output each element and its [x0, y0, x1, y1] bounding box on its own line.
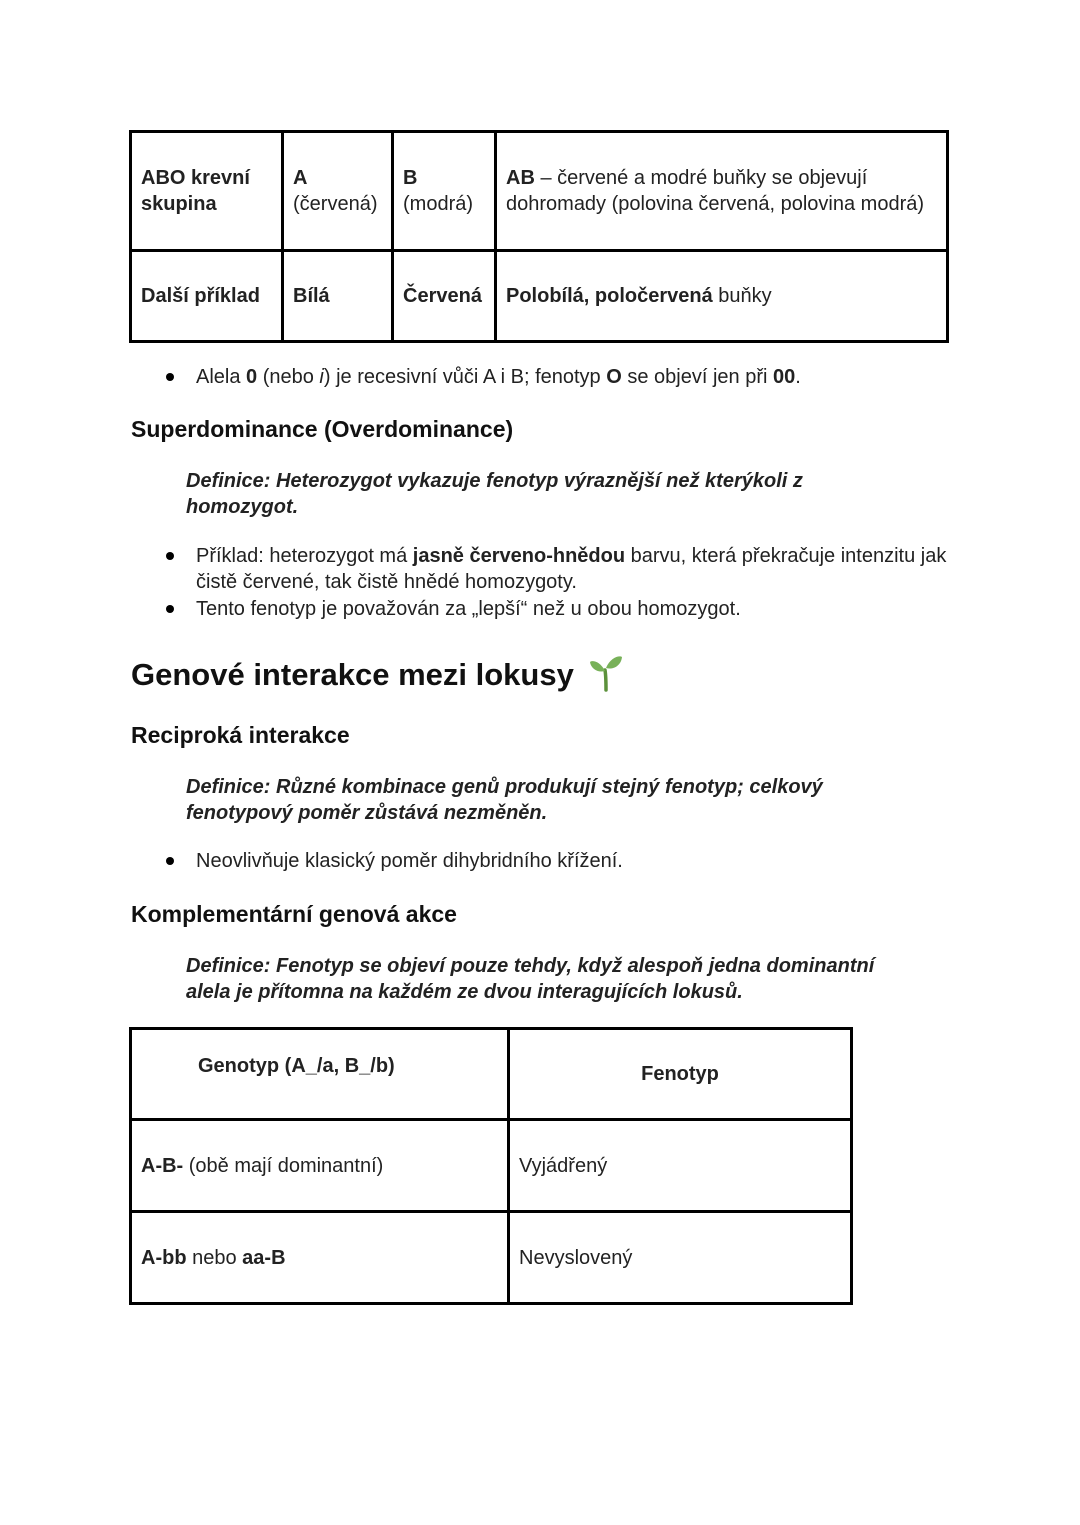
row-label: ABO krevní skupina	[141, 167, 250, 215]
cell-value: buňky	[712, 285, 772, 307]
ab-description: – červené a modré buňky se objevují dohromady (polovina červená, polovina modrá)	[506, 167, 925, 215]
superdominance-bullet-2: Tento fenotyp je považován za „lepší“ než u obou homozygot.	[196, 598, 741, 620]
reciprocal-definition: Definice: Různé kombinace genů produkují stejný fenotyp; celkový fenotypový poměr zůstává nezměněn.	[186, 776, 823, 824]
allele-b-color: (modrá)	[403, 193, 474, 215]
table-cell	[393, 132, 496, 251]
cell-value: Bílá	[293, 285, 330, 307]
table-cell	[283, 251, 393, 342]
bullet-dot	[166, 552, 174, 560]
complementary-definition: Definice: Fenotyp se objeví pouze tehdy, když alespoň jedna dominantní alela je přítomna na každém ze dvou interagujících lokusů.	[186, 955, 875, 1003]
bullet-abo	[196, 364, 956, 390]
table-cell	[283, 132, 393, 251]
genotype-text: (obě mají dominantní)	[183, 1154, 384, 1177]
genotype-bold: A-B-	[141, 1154, 184, 1177]
bullet-dot	[166, 373, 174, 381]
bullet-dot	[166, 857, 174, 865]
text: 00	[773, 366, 796, 388]
table-row	[131, 132, 948, 251]
table-cell	[496, 251, 948, 342]
seedling-icon	[588, 654, 624, 700]
table-cell	[496, 132, 948, 251]
superdominance-heading: Superdominance (Overdominance)	[131, 416, 514, 442]
cell-value-bold: Polobílá, poločervená	[506, 285, 713, 307]
section-title-text: Genové interakce mezi lokusy	[131, 657, 574, 693]
text: i	[319, 366, 324, 388]
genotype-bold: A-bb	[141, 1246, 187, 1269]
abo-table	[129, 130, 949, 343]
text: se objeví jen při	[621, 366, 773, 388]
text: O	[606, 366, 622, 388]
header-genotype: Genotyp (A_/a, B_/b)	[198, 1055, 395, 1077]
table-cell	[131, 251, 283, 342]
table-cell	[131, 1120, 509, 1212]
genotype-table	[129, 1027, 853, 1305]
cell-value: Červená	[403, 285, 482, 307]
table-header-cell	[131, 1029, 509, 1120]
reciprocal-heading: Reciproká interakce	[131, 722, 350, 748]
table-cell	[509, 1120, 852, 1212]
table-row	[131, 251, 948, 342]
section-title	[131, 654, 624, 700]
table-cell	[131, 132, 283, 251]
text: (nebo	[257, 366, 320, 388]
ab-label: AB	[506, 167, 535, 189]
superdominance-bullet-1	[196, 543, 956, 595]
text: .	[795, 366, 801, 388]
table-header-cell	[509, 1029, 852, 1120]
bullet-dot	[166, 605, 174, 613]
table-row	[131, 1029, 852, 1120]
allele-b: B	[403, 167, 418, 189]
row-label: Další příklad	[141, 285, 260, 307]
genotype-text: nebo	[186, 1246, 243, 1269]
table-row	[131, 1120, 852, 1212]
table-row	[131, 1212, 852, 1304]
genotype-bold: aa-B	[242, 1246, 286, 1269]
text: 0	[246, 366, 258, 388]
text: Alela	[196, 366, 247, 388]
text: barvu, která překračuje intenzitu jak čistě červené, tak čistě hnědé homozygoty.	[196, 545, 947, 593]
phenotype-value: Nevyslovený	[519, 1246, 633, 1269]
text: jasně červeno-hnědou	[412, 545, 626, 567]
table-cell	[509, 1212, 852, 1304]
table-cell	[393, 251, 496, 342]
reciprocal-bullet-1: Neovlivňuje klasický poměr dihybridního křížení.	[196, 850, 623, 872]
allele-a: A	[293, 167, 308, 189]
allele-a-color: (červená)	[293, 193, 378, 215]
table-cell	[131, 1212, 509, 1304]
text: Příklad: heterozygot má	[196, 545, 413, 567]
header-phenotype: Fenotyp	[641, 1063, 719, 1085]
phenotype-value: Vyjádřený	[519, 1154, 608, 1177]
complementary-heading: Komplementární genová akce	[131, 901, 457, 927]
text: ) je recesivní vůči A i B; fenotyp	[323, 366, 607, 388]
superdominance-definition: Definice: Heterozygot vykazuje fenotyp výraznější než kterýkoli z homozygot.	[186, 470, 803, 518]
